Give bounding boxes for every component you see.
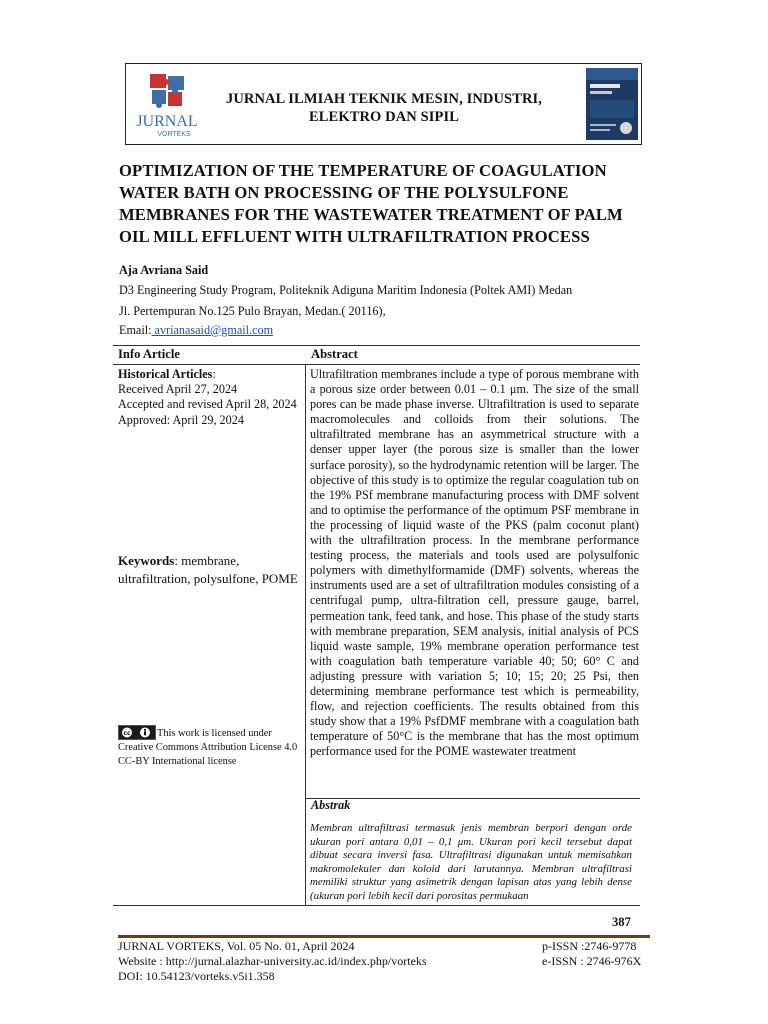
footer-issue: JURNAL VORTEKS, Vol. 05 No. 01, April 2024 (118, 939, 355, 953)
historical-colon: : (212, 367, 216, 381)
received-date: Received April 27, 2024 (118, 382, 238, 397)
logo-text: JURNAL (136, 113, 198, 130)
historical-label: Historical Articles (118, 367, 213, 381)
info-article-heading: Info Article (118, 347, 180, 361)
abstrak-rule (305, 798, 640, 799)
column-divider (305, 364, 306, 905)
author-name: Aja Avriana Said (119, 263, 209, 277)
columns-bottom-rule (113, 905, 640, 906)
footer-rule (118, 935, 650, 938)
keywords (118, 552, 302, 587)
cc-by-badge-icon[interactable] (118, 725, 156, 740)
author-affiliation: D3 Engineering Study Program, Politeknik Adiguna Maritim Indonesia (Poltek AMI) Medan (119, 283, 573, 297)
author-email-line (119, 323, 273, 337)
email-link[interactable]: avrianasaid@gmail.com (151, 323, 274, 337)
license-notice (118, 726, 304, 770)
footer-website[interactable]: Website : http://jurnal.alazhar-university.ac.id/index.php/vorteks (118, 954, 427, 968)
page-number: 387 (612, 915, 631, 929)
footer-issn (542, 939, 641, 969)
email-label: Email: (119, 323, 152, 337)
puzzle-logo-icon (132, 72, 202, 138)
e-issn: e-ISSN : 2746-976X (542, 954, 642, 968)
accepted-date: Accepted and revised April 28, 2024 (118, 397, 297, 412)
abstract-heading: Abstract (311, 347, 358, 361)
paper-title: OPTIMIZATION OF THE TEMPERATURE OF COAGULATION WATER BATH ON PROCESSING OF THE POLYSULFONE MEMBRANES FOR THE WASTEWATER TREATMENT OF PALM OIL MILL EFFLUENT WITH ULTRAFILTRATION PROCESS (119, 161, 623, 246)
footer-doi[interactable]: DOI: 10.54123/vorteks.v5i1.358 (118, 969, 275, 983)
approved-date: Approved: April 29, 2024 (118, 412, 244, 427)
journal-name: JURNAL ILMIAH TEKNIK MESIN, INDUSTRI, ELEKTRO DAN SIPIL (225, 91, 543, 125)
license-text: This work is licensed under Creative Commons Attribution License 4.0 CC-BY International license (118, 727, 298, 768)
journal-logo (132, 72, 202, 138)
logo-subtext: VORTEKS (157, 131, 191, 138)
abstract-body: Ultrafiltration membranes include a type of porous membrane with a porous size order between 0.01 – 0.1 μm. The size of the small pores can be made phase inverse. Ultrafiltration is used to separate macromolecules and colloids from their solutions. The ultrafiltrated membrane has an asymmetrical structure with a denser upper layer (the porous size is smaller than the lower surface porosity), so the hydrodynamic retention will be larger. The objective of this study is to optimize the regular coagulation tub on the 19% PSf membrane manufacturing process with DMF solvent and to optimise the performance of the optimum PSF membrane in the processing of liquid waste of the PKS (palm coconut plant) with the ultrafiltration process. In the membrane performance testing process, the materials and tools used are polysulfonic polymers with dimethylformamide (DMF) solvents, whereas the instruments used are a set of ultrafiltration modules consisting of a centrifugal pump, ultra-filtration cell, pressure gauge, barrel, permeation tank, feed tank, and hose. This phase of the study starts with membrane preparation, SEM analysis, initial analysis of PCS liquid waste sample, 19% membrane operation performance test with coagulation bath temperature variable 40; 50; 60° C and adjusting pressure with variation 5; 10; 15; 20; 25 Psi, then determining membrane performance test which is permeability, flow, and rejection coefficients. The results obtained from this study show that a 19% PsfDMF membrane with a coagulation bath temperature of 50°C is the membrane that has the most optimum performance used for the POME wastewater treatment (310, 367, 639, 759)
author-address: Jl. Pertempuran No.125 Pulo Brayan, Medan.( 20116), (119, 304, 386, 318)
abstrak-body: Membran ultrafiltrasi termasuk jenis membran berpori dengan orde ukuran pori antara 0,01 – 0,1 μm. Ukuran pori kecil tersebut dapat dibuat secara inversi fasa. Ultrafiltrasi digunakan untuk memisahkan makromolekuler dan koloid dari larutannya. Membran ultrafiltrasi memiliki struktur yang asimetrik dengan lapisan atas yang lebih dense (ukuran pori lebih kecil dari porositas permukaan (310, 822, 632, 902)
keywords-list: : membrane, ultrafiltration, polysulfone, POME (118, 553, 298, 586)
historical-articles (118, 367, 302, 428)
abstrak-heading: Abstrak (311, 798, 351, 812)
info-sub-rule (113, 364, 640, 365)
p-issn: p-ISSN :2746-9778 (542, 939, 637, 953)
journal-header (125, 63, 642, 145)
info-top-rule (113, 345, 640, 346)
svg-text:cc: cc (123, 730, 131, 737)
cover-image-icon (586, 68, 638, 140)
keywords-label: Keywords (118, 553, 175, 568)
journal-cover-thumbnail (586, 68, 638, 140)
footer-journal-info (118, 939, 427, 984)
